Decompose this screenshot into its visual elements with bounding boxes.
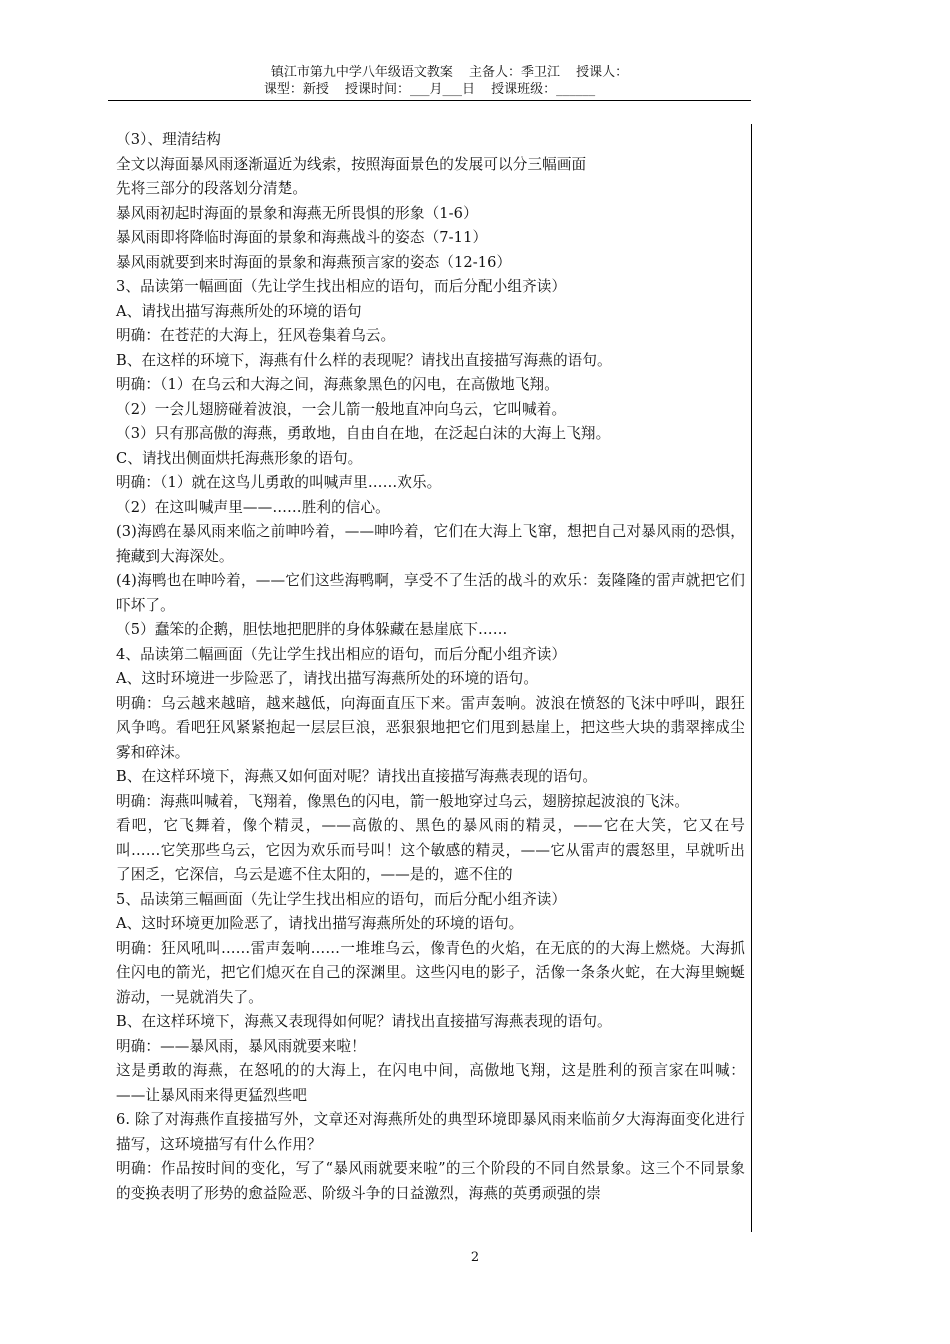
paragraph: （3）、理清结构 [116,131,221,148]
paragraph: A、这时环境进一步险恶了，请找出描写海燕所处的环境的语句。 [116,670,539,687]
paragraph: (4)海鸭也在呻吟着，——它们这些海鸭啊，享受不了生活的战斗的欢乐：轰隆隆的雷声就把它们吓坏了。 [116,572,745,614]
lesson-time: 授课时间：___月___日 [344,82,475,97]
paragraph: 明确：（1）就在这鸟儿勇敢的叫喊声里……欢乐。 [116,474,442,491]
paragraph: 明确：乌云越来越暗，越来越低，向海面直压下来。雷声轰响。波浪在愤怒的飞沫中呼叫，跟狂风争鸣。看吧狂风紧紧抱起一层层巨浪，恶狠狠地把它们甩到悬崖上，把这些大块的翡翠摔成尘雾和碎沫。 [116,694,745,761]
paragraph: 这是勇敢的海燕，在怒吼的的大海上，在闪电中间，高傲地飞翔，这是胜利的预言家在叫喊： ——让暴风雨来得更猛烈些吧 [116,1062,745,1104]
paragraph: （3）只有那高傲的海燕，勇敢地，自由自在地，在泛起白沫的大海上飞翔。 [116,425,611,442]
header-line-1 [148,64,751,81]
paragraph: （2）一会儿翅膀碰着波浪，一会儿箭一般地直冲向乌云，它叫喊着。 [116,400,567,418]
paragraph: C、请找出侧面烘托海燕形象的语句。 [116,449,363,467]
paragraph: 明确：狂风吼叫……雷声轰响……一堆堆乌云，像青色的火焰，在无底的的大海上燃烧。大海抓住闪电的箭光，把它们熄灭在自己的深渊里。这些闪电的影子，活像一条条火蛇，在大海里蜿蜒游动，一晃就消失了。 [116,939,745,1006]
paragraph: 暴风雨就要到来时海面的景象和海燕预言家的姿态（12-16） [116,253,512,271]
paragraph: 全文以海面暴风雨逐渐逼近为线索，按照海面景色的发展可以分三幅画面 [116,155,587,173]
paragraph: 看吧，它飞舞着，像个精灵，——高傲的、黑色的暴风雨的精灵，——它在大笑，它又在号叫……它笑那些乌云，它因为欢乐而号叫！这个敏感的精灵，——它从雷声的震怒里，早就听出了困乏，它深信，乌云是遮不住太阳的，——是的，遮不住的 [116,817,745,883]
paragraph: B、在这样的环境下，海燕有什么样的表现呢？请找出直接描写海燕的语句。 [116,351,612,369]
header-line-2 [108,81,751,98]
paragraph: 明确：海燕叫喊着，飞翔着，像黑色的闪电，箭一般地穿过乌云，翅膀掠起波浪的飞沫。 [116,792,690,810]
paragraph: 先将三部分的段落划分清楚。 [116,180,308,197]
paragraph: 暴风雨初起时海面的景象和海燕无所畏惧的形象（1-6） [116,204,478,222]
page-header [108,64,751,101]
paragraph: 明确：——暴风雨，暴风雨就要来啦！ [116,1037,366,1055]
page-number: 2 [470,1250,480,1265]
paragraph: （5）蠢笨的企鹅，胆怯地把肥胖的身体躲藏在悬崖底下…… [116,621,508,638]
paragraph: 5、品读第三幅画面（先让学生找出相应的语句，而后分配小组齐读） [116,890,567,908]
paragraph: A、请找出描写海燕所处的环境的语句 [116,302,362,320]
school-title: 镇江市第九中学八年级语文教案 [270,65,453,80]
paragraph: 暴风雨即将降临时海面的景象和海燕战斗的姿态（7-11） [116,229,488,246]
paragraph: B、在这样环境下，海燕又表现得如何呢？请找出直接描写海燕表现的语句。 [116,1013,612,1030]
teacher: 授课人： [576,65,629,80]
paragraph: 明确：（1）在乌云和大海之间，海燕象黑色的闪电，在高傲地飞翔。 [116,376,559,393]
paragraph: 明确：作品按时间的变化，写了“暴风雨就要来啦”的三个阶段的不同自然景象。这三个不同景象的变换表明了形势的愈益险恶、阶级斗争的日益激烈，海燕的英勇顽强的崇 [116,1160,745,1202]
paragraph: 4、品读第二幅画面（先让学生找出相应的语句，而后分配小组齐读） [116,645,567,663]
lesson-type: 课型：新授 [263,82,329,97]
paragraph-list [108,124,751,1206]
paragraph: （2）在这叫喊声里——……胜利的信心。 [116,498,390,516]
paragraph: A、这时环境更加险恶了，请找出描写海燕所处的环境的语句。 [116,915,524,932]
lesson-class: 授课班级：______ [491,82,596,97]
paragraph: B、在这样环境下，海燕又如何面对呢？请找出直接描写海燕表现的语句。 [116,768,598,785]
lesson-content [108,124,752,1232]
paragraph: 明确：在苍茫的大海上，狂风卷集着乌云。 [116,327,396,344]
paragraph: 6. 除了对海燕作直接描写外，文章还对海燕所处的典型环境即暴风雨来临前夕大海海面变化进行描写，这环境描写有什么作用？ [116,1111,745,1153]
paragraph: (3)海鸥在暴风雨来临之前呻吟着，——呻吟着，它们在大海上飞窜，想把自己对暴风雨的恐惧，掩藏到大海深处。 [116,523,745,565]
preparer: 主备人：季卫江 [468,65,560,80]
paragraph: 3、品读第一幅画面（先让学生找出相应的语句，而后分配小组齐读） [116,278,567,295]
